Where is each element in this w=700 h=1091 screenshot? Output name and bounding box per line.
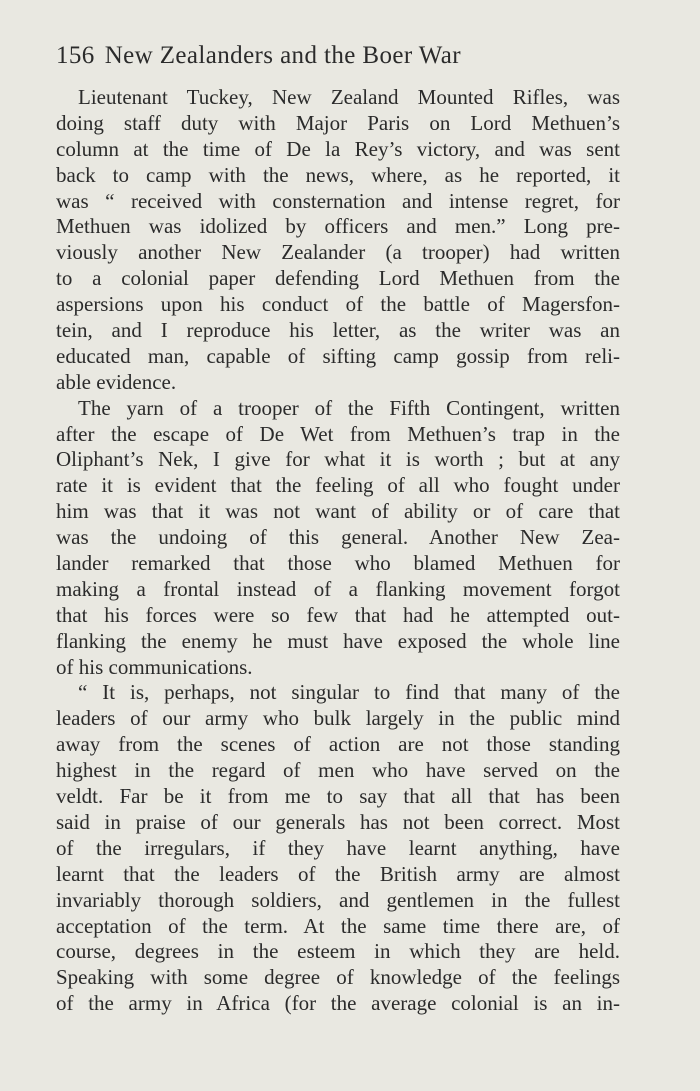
page-number: 156 [56,42,95,69]
text-line: doing staff duty with Major Paris on Lord Methuen’s [56,110,620,135]
text-line: that his forces were so few that had he attempted out- [56,602,620,627]
text-line: was the undoing of this general. Another New Zea- [56,525,620,550]
text-line: making a frontal instead of a flanking movement forgot [56,576,620,601]
text-line: aspersions upon his conduct of the battle of Magersfon- [56,292,620,317]
text-line: said in praise of our generals has not been correct. Most [56,809,620,834]
text-line: of the army in Africa (for the average colonial is an in- [56,991,620,1016]
text-line: him was that it was not want of ability or of care that [56,499,620,524]
text-line: column at the time of De la Rey’s victory, and was sent [56,136,620,161]
text-line: rate it is evident that the feeling of all who fought under [56,473,620,498]
page-header [56,36,646,76]
text-line: after the escape of De Wet from Methuen’s trap in the [56,421,620,446]
text-line: highest in the regard of men who have served on the [56,758,620,783]
text-line: to a colonial paper defending Lord Methuen from the [56,266,620,291]
text-line: Speaking with some degree of knowledge of the feelings [56,965,620,990]
text-line: was “ received with consternation and intense regret, for [56,188,620,213]
text-line: able evidence. [56,369,177,394]
text-line: veldt. Far be it from me to say that all that has been [56,784,620,809]
text-line: educated man, capable of sifting camp gossip from reli- [56,343,620,368]
text-line: lander remarked that those who blamed Methuen for [56,551,620,576]
text-line: “ It is, perhaps, not singular to find that many of the [78,680,620,705]
text-line: Oliphant’s Nek, I give for what it is worth ; but at any [56,447,620,472]
text-line: leaders of our army who bulk largely in the public mind [56,706,620,731]
text-line: course, degrees in the esteem in which they are held. [56,939,620,964]
text-line: of his communications. [56,654,253,679]
text-line: learnt that the leaders of the British army are almost [56,861,620,886]
text-line: Methuen was idolized by officers and men.” Long pre- [56,214,620,239]
text-line: viously another New Zealander (a trooper) had written [56,240,620,265]
text-line: invariably thorough soldiers, and gentlemen in the fullest [56,887,620,912]
text-line: Lieutenant Tuckey, New Zealand Mounted Rifles, was [78,85,620,109]
text-line: acceptation of the term. At the same time there are, of [56,913,620,938]
body-text [56,85,620,1017]
text-line: of the irregulars, if they have learnt anything, have [56,835,620,860]
text-line: tein, and I reproduce his letter, as the writer was an [56,318,620,343]
text-line: flanking the enemy he must have exposed the whole line [56,628,620,653]
text-line: The yarn of a trooper of the Fifth Contingent, written [78,395,620,420]
running-title: New Zealanders and the Boer War [104,42,462,69]
text-line: back to camp with the news, where, as he reported, it [56,162,620,187]
text-line: away from the scenes of action are not those standing [56,732,620,757]
